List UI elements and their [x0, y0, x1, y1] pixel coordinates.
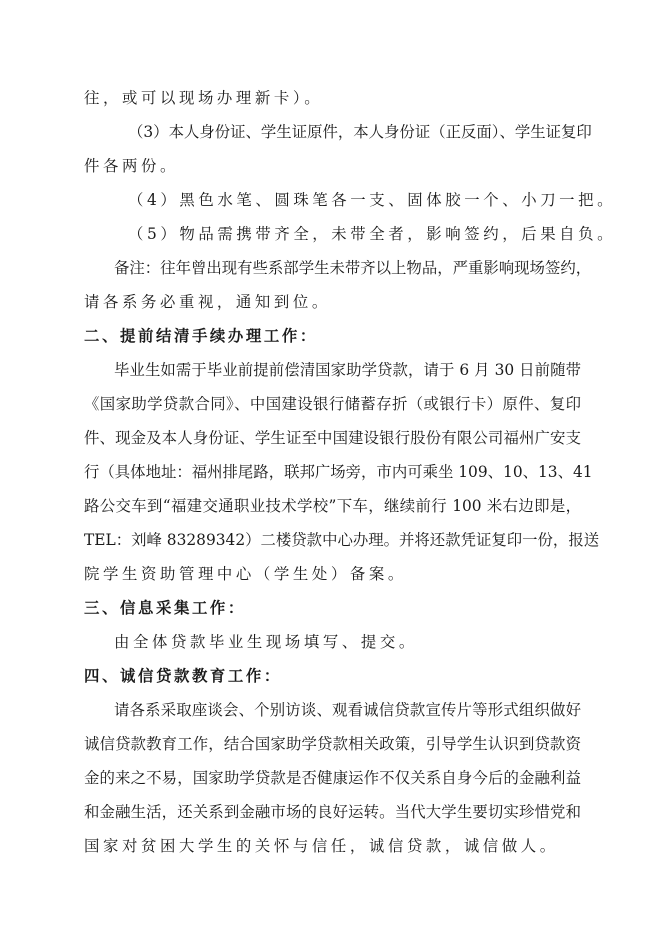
paragraph-line: 往，或可以现场办理新卡）。	[84, 89, 324, 107]
paragraph-line: 行（具体地址：福州排尾路，联邦广场旁，市内可乘坐 109、10、13、41	[84, 463, 593, 481]
paragraph-line: 件、现金及本人身份证、学生证至中国建设银行股份有限公司福州广安支	[84, 429, 581, 447]
paragraph-line: 路公交车到“福建交通职业技术学校”下车，继续前行 100 米右边即是，	[84, 497, 581, 515]
paragraph-line: 国家对贫困大学生的关怀与信任，诚信贷款，诚信做人。	[84, 837, 559, 855]
section-heading-integrity-education: 四、诚信贷款教育工作：	[84, 667, 282, 685]
paragraph-line: TEL：刘峰 83289342）二楼贷款中心办理。并将还款凭证复印一份，报送	[84, 531, 600, 549]
paragraph-line: 院学生资助管理中心（学生处）备案。	[84, 565, 407, 583]
paragraph-line: 由全体贷款毕业生现场填写、提交。	[114, 633, 418, 651]
paragraph-line: 毕业生如需于毕业前提前偿清国家助学贷款，请于 6 月 30 日前随带	[114, 361, 581, 379]
section-heading-early-repayment: 二、提前结清手续办理工作：	[84, 327, 318, 345]
note-line: 备注：往年曾出现有些系部学生未带齐以上物品，严重影响现场签约，	[114, 259, 592, 277]
document-page	[84, 81, 617, 863]
paragraph-line: 《国家助学贷款合同》、中国建设银行储蓄存折（或银行卡）原件、复印	[84, 395, 581, 413]
list-item-5: （5）物品需携带齐全，未带全者，影响签约，后果自负。	[128, 225, 617, 243]
list-item-4: （4）黑色水笔、圆珠笔各一支、固体胶一个、小刀一把。	[128, 191, 617, 209]
paragraph-line: 诚信贷款教育工作，结合国家助学贷款相关政策，引导学生认识到贷款资	[84, 735, 581, 753]
paragraph-line: 金的来之不易，国家助学贷款是否健康运作不仅关系自身今后的金融利益	[84, 769, 581, 787]
list-item-3: （3）本人身份证、学生证原件，本人身份证（正反面）、学生证复印	[128, 123, 592, 141]
list-item-3-cont: 件各两份。	[84, 157, 179, 175]
note-line-cont: 请各系务必重视，通知到位。	[84, 293, 331, 311]
paragraph-line: 和金融生活，还关系到金融市场的良好运转。当代大学生要切实珍惜党和	[84, 803, 581, 821]
section-heading-info-collection: 三、信息采集工作：	[84, 599, 246, 617]
paragraph-line: 请各系采取座谈会、个别访谈、观看诚信贷款宣传片等形式组织做好	[114, 701, 581, 719]
